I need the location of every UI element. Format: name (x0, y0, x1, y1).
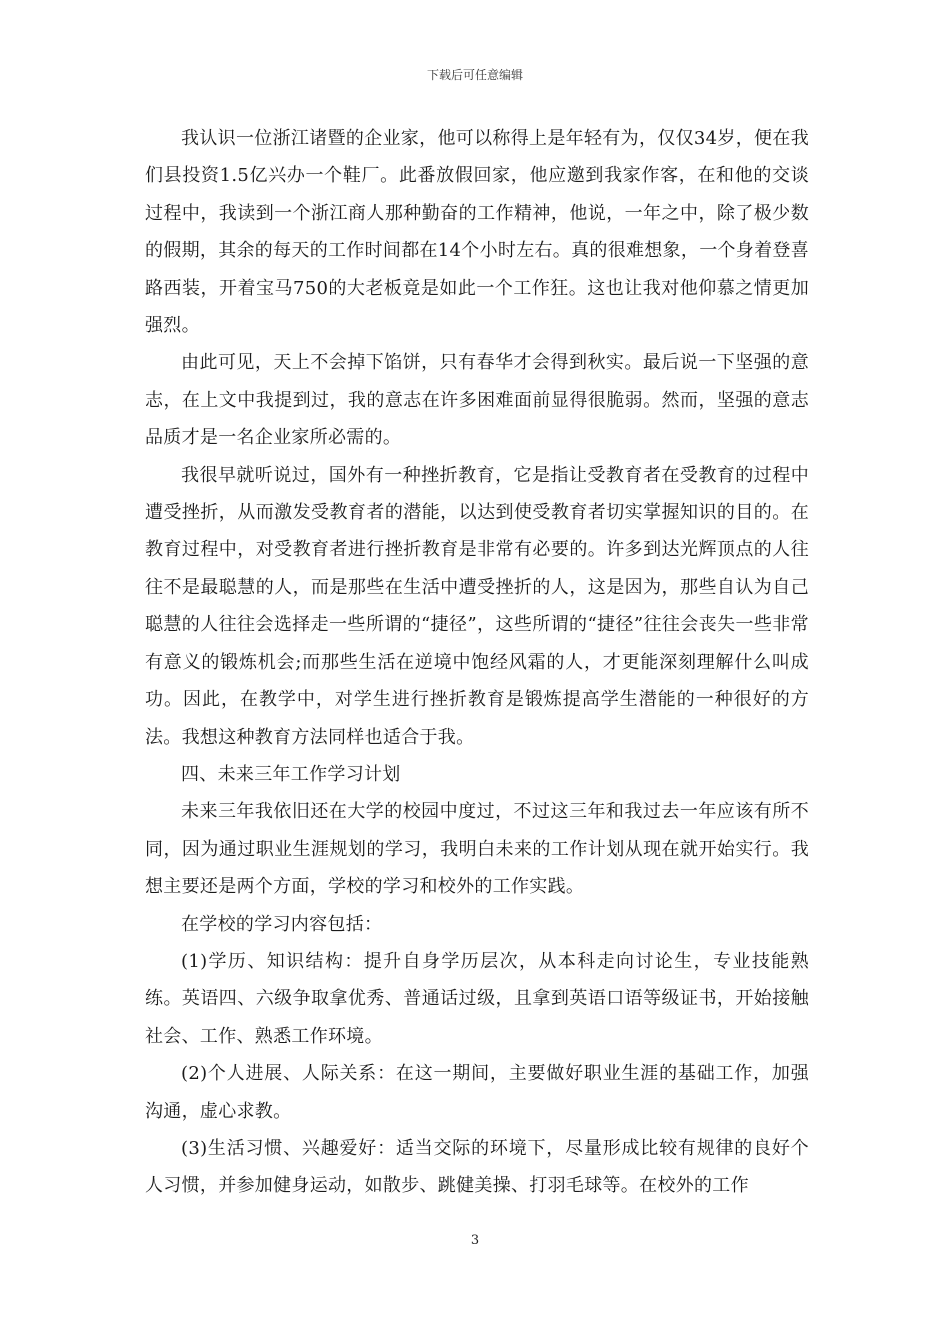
section-heading-future-plan: 四、未来三年工作学习计划 (181, 763, 401, 785)
paragraph-future-plan-intro: 未来三年我依旧还在大学的校园中度过，不过这三年和我过去一年应该有所不同，因为通过职业生涯规划的学习，我明白未来的工作计划从现在就开始实行。我想主要还是两个方面，学校的学习和校外的工作实践。 (145, 801, 809, 898)
list-item-habits-interests: (3)生活习惯、兴趣爱好：适当交际的环境下，尽量形成比较有规律的良好个人习惯，并参加健身运动，如散步、跳健美操、打羽毛球等。在校外的工作 (145, 1137, 809, 1197)
paragraph-frustration-education: 我很早就听说过，国外有一种挫折教育，它是指让受教育者在受教育的过程中遭受挫折，从而激发受教育者的潜能，以达到使受教育者切实掌握知识的目的。在教育过程中，对受教育者进行挫折教育是非常有必要的。许多到达光辉顶点的人往往不是最聪慧的人，而是那些在生活中遭受挫折的人，这是因为，那些自认为自己聪慧的人往往会选择走一些所谓的“捷径”，这些所谓的“捷径”往往会丧失一些非常有意义的锻炼机会;而那些生活在逆境中饱经风霜的人，才更能深刻理解什么叫成功。因此，在教学中，对学生进行挫折教育是锻炼提高学生潜能的一种很好的方法。我想这种教育方法同样也适合于我。 (145, 464, 809, 748)
page-number: 3 (470, 1233, 480, 1248)
page-header: 下载后可任意编辑 (426, 68, 523, 82)
document-body (145, 120, 809, 1205)
paragraph-school-study-intro: 在学校的学习内容包括： (181, 913, 383, 935)
paragraph-entrepreneur-story: 我认识一位浙江诸暨的企业家，他可以称得上是年轻有为，仅仅34岁，便在我们县投资1.5亿兴办一个鞋厂。此番放假回家，他应邀到我家作客，在和他的交谈过程中，我读到一个浙江商人那种勤奋的工作精神，他说，一年之中，除了极少数的假期，其余的每天的工作时间都在14个小时左右。真的很难想象，一个身着登喜路西装，开着宝马750的大老板竟是如此一个工作狂。这也让我对他仰慕之情更加强烈。 (145, 128, 810, 337)
list-item-personal-development: (2)个人进展、人际关系：在这一期间，主要做好职业生涯的基础工作，加强沟通，虚心求教。 (145, 1063, 809, 1122)
list-item-education-knowledge: (1)学历、知识结构：提升自身学历层次，从本科走向讨论生，专业技能熟练。英语四、六级争取拿优秀、普通话过级，且拿到英语口语等级证书，开始接触社会、工作、熟悉工作环境。 (145, 950, 809, 1047)
paragraph-strong-will: 由此可见，天上不会掉下馅饼，只有春华才会得到秋实。最后说一下坚强的意志，在上文中我提到过，我的意志在许多困难面前显得很脆弱。然而，坚强的意志品质才是一名企业家所必需的。 (145, 352, 809, 449)
